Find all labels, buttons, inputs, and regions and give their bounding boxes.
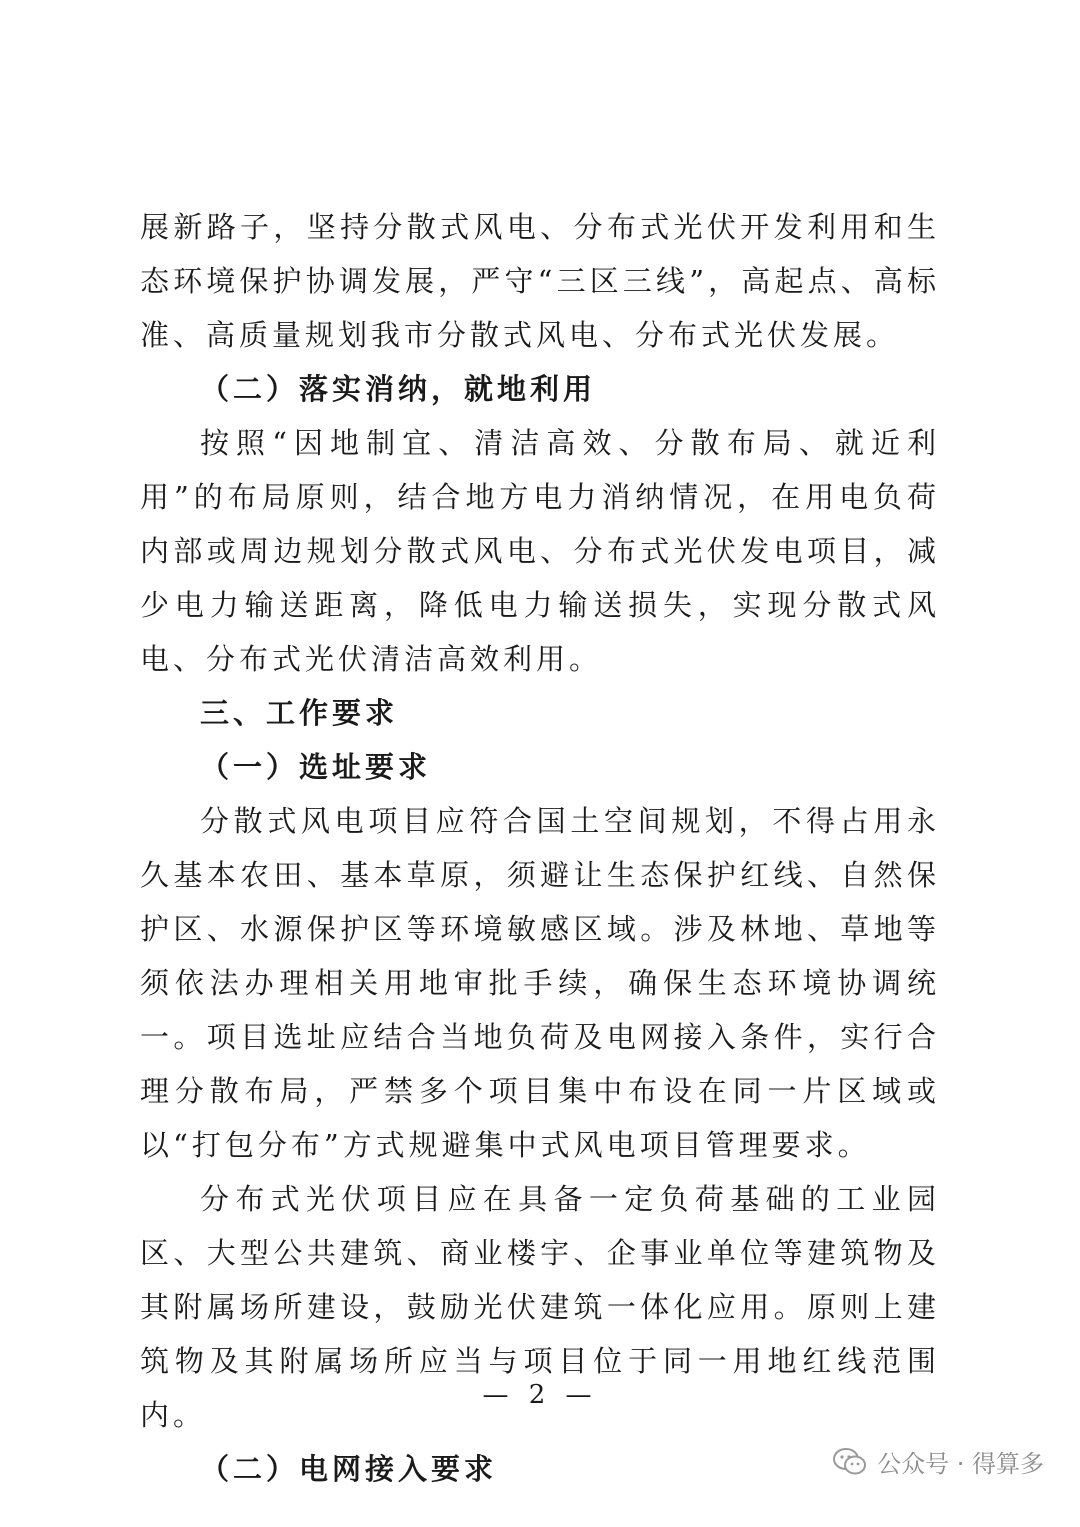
paragraph-pv-site-selection: 分布式光伏项目应在具备一定负荷基础的工业园区、大型公共建筑、商业楼宇、企事业单位等建筑物及其附属场所建设，鼓励光伏建筑一体化应用。原则上建筑物及其附属场所应当与项目位于同一用地红线范围内。 (140, 1182, 940, 1432)
section-heading-site-selection: （一）选址要求 (200, 750, 432, 784)
watermark-text: 公众号 · 得算多 (877, 1450, 1044, 1478)
paragraph-continuation: 展新路子，坚持分散式风电、分布式光伏开发利用和生态环境保护协调发展，严守“三区三线”，高起点、高标准、高质量规划我市分散式风电、分布式光伏发展。 (140, 210, 940, 352)
watermark (833, 1444, 1044, 1479)
section-heading-implement-consumption: （二）落实消纳，就地利用 (200, 372, 597, 406)
page-number: — 2 — (482, 1380, 598, 1410)
wechat-icon (833, 1447, 867, 1477)
document-body (140, 200, 940, 1496)
paragraph-wind-site-selection: 分散式风电项目应符合国土空间规划，不得占用永久基本农田、基本草原，须避让生态保护红线、自然保护区、水源保护区等环境敏感区域。涉及林地、草地等须依法办理相关用地审批手续，确保生态环境协调统一。项目选址应结合当地负荷及电网接入条件，实行合理分散布局，严禁多个项目集中布设在同一片区域或以“打包分布”方式规避集中式风电项目管理要求。 (140, 804, 940, 1162)
section-heading-grid-access: （二）电网接入要求 (200, 1452, 498, 1486)
section-heading-work-requirements: 三、工作要求 (200, 696, 399, 730)
paragraph-layout-principle: 按照“因地制宜、清洁高效、分散布局、就近利用”的布局原则，结合地方电力消纳情况，在用电负荷内部或周边规划分散式风电、分布式光伏发电项目，减少电力输送距离，降低电力输送损失，实现分散式风电、分布式光伏清洁高效利用。 (140, 426, 940, 676)
